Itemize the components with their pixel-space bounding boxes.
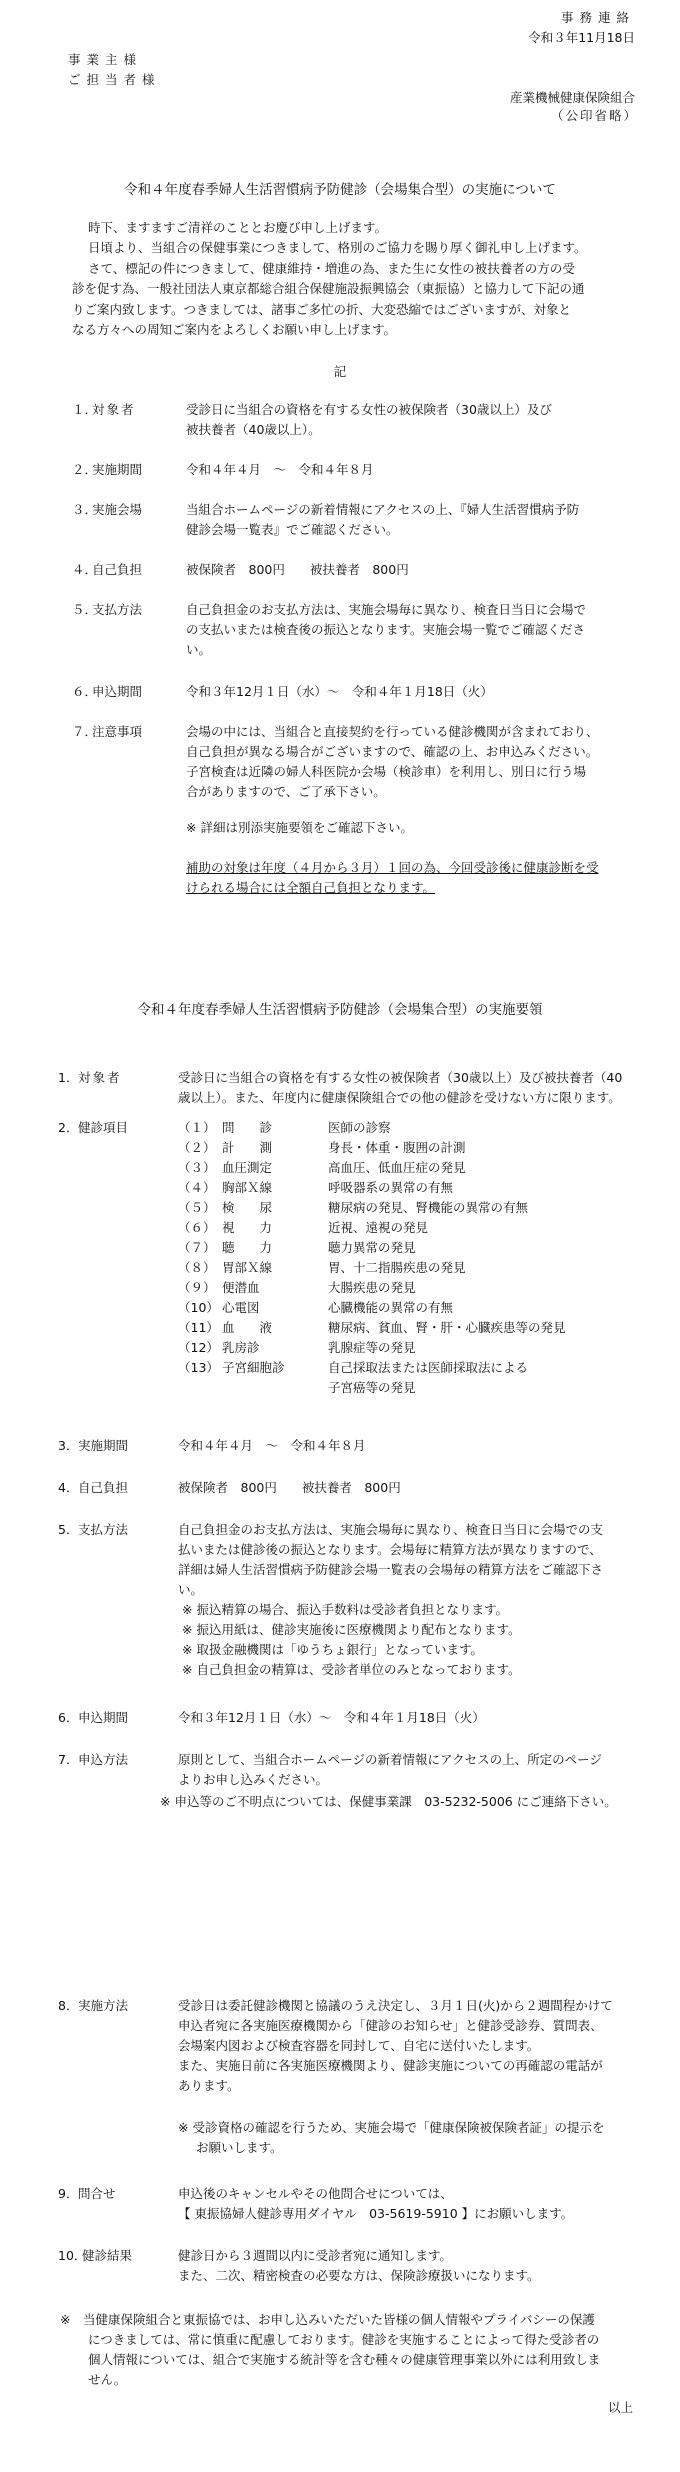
sender-name: 産業機械健康保険組合 <box>509 90 635 105</box>
cert-note: ※ 受診資格の確認を行うため、実施会場で「健康保険被保険者証」の提示を お願いします。 <box>178 2120 605 2155</box>
intro-line: さて、標記の件につきまして、健康維持・増進の為、また生に女性の被扶養者の方の受 <box>88 260 575 276</box>
exam-13-extra: 子宮癌等の発見 <box>328 1380 416 1395</box>
ki-heading: 記 <box>333 364 347 379</box>
intro-line: りご案内致します。つきましては、諸事ご多忙の折、大変恐縮ではございますが、対象と <box>72 301 572 317</box>
greeting-paragraph: 時下、ますますご清祥のこととお慶び申し上げます。 <box>88 220 388 235</box>
exam-row: （８） 胃部Ｘ線 胃、十二指腸疾患の発見 <box>178 1260 466 1275</box>
exam-row: （５） 検 尿 糖尿病の発見、腎機能の異常の有無 <box>178 1200 529 1215</box>
notice-note-details: ※ 詳細は別添実施要領をご確認下さい。 <box>186 820 413 835</box>
exam-row: （12） 乳房診 乳腺症等の発見 <box>178 1340 416 1355</box>
exam-row: （６） 視 力 近視、遠視の発見 <box>178 1220 429 1235</box>
recipient-contact: ご担当者様 <box>68 72 161 87</box>
privacy-note: ※ 当健康保険組合と東振協では、お申し込みいただいた皆様の個人情報やプライバシーの保護 につきましては、常に慎重に配慮しております。健診を実施することによって得た受診者の 個人情報については、組合で実施する統計等を含む種々の健康管理事業以外には利用致しま せん。 <box>60 2312 601 2387</box>
notice-note-subsidy: 補助の対象は年度（４月から３月）１回の為、今回受診後に健康診断を受 けられる場合には全額自己負担となります。 <box>186 860 599 895</box>
exam-row: （２） 計 測 身長・体重・腹囲の計測 <box>178 1140 466 1155</box>
recipient-employer: 事業主様 <box>68 52 143 67</box>
guide-title: 令和４年度春季婦人生活習慣病予防健診（会場集合型）の実施要領 <box>137 1002 543 1018</box>
exam-row: （４） 胸部Ｘ線 呼吸器系の異常の有無 <box>178 1180 454 1195</box>
exam-row: （13） 子宮細胞診 自己採取法または医師採取法による <box>178 1360 529 1375</box>
intro-paragraph <box>72 238 652 341</box>
intro-line: 日頃より、当組合の保健事業につきまして、格別のご協力を賜り厚く御礼申し上げます。 <box>88 240 587 255</box>
intro-line: 診を促す為、一般社団法人東京都総合組合保健施設振興協会（東振協）と協力して下記の通 <box>72 281 585 296</box>
inquiry-note: ※ 申込等のご不明点については、保健事業課 03-5232-5006 にご連絡下さい。 <box>160 1794 617 1809</box>
exam-row: （10） 心電図 心臓機能の異常の有無 <box>178 1300 454 1315</box>
doc-type: 事務連絡 <box>560 10 635 25</box>
notice-title: 令和４年度春季婦人生活習慣病予防健診（会場集合型）の実施について <box>124 182 556 198</box>
intro-line: なる方々への周知ご案内をよろしくお願い申し上げます。 <box>72 322 397 337</box>
seal-omitted: （公印省略） <box>550 108 638 123</box>
closing-word: 以上 <box>608 2400 634 2415</box>
exam-row: （11） 血 液 糖尿病、貧血、腎・肝・心臓疾患等の発見 <box>178 1320 566 1335</box>
exam-row: （１） 問 診 医師の診察 <box>178 1120 391 1135</box>
exam-row: （７） 聴 力 聴力異常の発見 <box>178 1240 416 1255</box>
doc-date: 令和３年11月18日 <box>528 30 635 45</box>
exam-row: （３） 血圧測定 高血圧、低血圧症の発見 <box>178 1160 466 1175</box>
exam-row: （９） 便潜血 大腸疾患の発見 <box>178 1280 416 1295</box>
document-page: 事務連絡 令和３年11月18日 事業主様 ご担当者様 産業機械健康保険組合 （公印省略） 令和４年度春季婦人生活習慣病予防健診（会場集合型）の実施について 時下、ますますご清祥のこととお慶び申し上げます。 日頃より、当組合の保健事業につきまして、格別のご協力を賜り厚く御礼申し上げます。 さて、標記の件につきまして、健康維持・増進の為、また生に女性の被扶養者の方の受 診を促す為、一般社団法人東京都総合組合保健施設振興協会（東振協）と協力して下記の通 りご案内致します。つきましては、諸事ご多忙の折、大変恐縮ではございますが、対象と なる方々への周知ご案内をよろしくお願い申し上げます。 記 １． 対象者 受診日に当組合の資格を有する女性の被保険者（30歳以上）及び 被扶養者（40歳以上）。 ２． 実施期間 令和４年４月 ～ 令和４年８月 ３． 実施会場 当組合ホームページの新着情報にアクセスの上、『婦人生活習慣病予防 健診会場一覧表』でご確認ください。 ４． 自己負担 被保険者 800円 被扶養者 800円 ５． 支払方法 自己負担金のお支払方法は、実施会場毎に異なり、検査日当日に会場で の支払いまたは検査後の振込となります。実施会場一覧でご確認くださ い。 ６． 申込期間 令和３年12月１日（水）～ 令和４年１月18日（火） ７． 注意事項 会場の中には、当組合と直接契約を行っている健診機関が含まれており、 自己負担が異なる場合がございますので、確認の上、お申込みください。 子宮検査は近隣の婦人科医院か会場（検診車）を利用し、別日に行う場 合がありますので、ご了承下さい。 ※ 詳細は別添実施要領をご確認下さい。 補助の対象は年度（４月から３月）１回の為、今回受診後に健康診断を受 けられる場合には全額自己負担となります。 令和４年度春季婦人生活習慣病予防健診（会場集合型）の実施要領 1． 対象者 受診日に当組合の資格を有する女性の被保険者（30歳以上）及び被扶養者（40 歳以上）。また、年度内に健康保険組合での他の健診を受けない方に限ります。 2． 健診項目 （１） 問 診 医師の診察 （２） 計 測 身長・体重・腹囲の計測 （３） 血圧測定 高血圧、低血圧症の発見 （４） 胸部Ｘ線 呼吸器系の異常の有無 （５） 検 尿 糖尿病の発見、腎機能の異常の有無 （６） 視 力 近視、遠視の発見 （７） 聴 力 聴力異常の発見 （８） 胃部Ｘ線 胃、十二指腸疾患の発見 （９） 便潜血 大腸疾患の発見 （10） 心電図 心臓機能の異常の有無 （11） 血 液 糖尿病、貧血、腎・肝・心臓疾患等の発見 （12） 乳房診 乳腺症等の発見 （13） 子宮細胞診 自己採取法または医師採取法による 子宮癌等の発見 3． 実施期間 令和４年４月 ～ 令和４年８月 4． 自己負担 被保険者 800円 被扶養者 800円 5． 支払方法 自己負担金のお支払方法は、実施会場毎に異なり、検査日当日に会場での支 払いまたは健診後の振込となります。会場毎に精算方法が異なりますので、 詳細は婦人生活習慣病予防健診会場一覧表の会場毎の精算方法をご確認下さ い。 ※ 振込精算の場合、振込手数料は受診者負担となります。 ※ 振込用紙は、健診実施後に医療機関より配布となります。 ※ 取扱金融機関は「ゆうちょ銀行」となっています。 ※ 自己負担金の精算は、受診者単位のみとなっております。 6． 申込期間 令和３年12月１日（水）～ 令和４年１月18日（火） 7． 申込方法 原則として、当組合ホームページの新着情報にアクセスの上、所定のページ よりお申し込みください。 ※ 申込等のご不明点については、保健事業課 03-5232-5006 にご連絡下さい。 8． 実施方法 受診日は委託健診機関と協議のうえ決定し、３月１日(火)から２週間程かけて 申込者宛に各実施医療機関から「健診のお知らせ」と健診受診券、質問表、 会場案内図および検査容器を同封して、自宅に送付いたします。 また、実施日前に各実施医療機関より、健診実施についての再確認の電話が あります。 ※ 受診資格の確認を行うため、実施会場で「健康保険被保険者証」の提示を お願いします。 9． 問合せ 申込後のキャンセルやその他問合せについては、 【 東振協婦人健診専用ダイヤル 03-5619-5910 】にお願いします。 10． 健診結果 健診日から３週間以内に受診者宛に通知します。 また、二次、精密検査の必要な方は、保険診療扱いになります。 ※ 当健康保険組合と東振協では、お申し込みいただいた皆様の個人情報やプライバシーの保護 につきましては、常に慎重に配慮しております。健診を実施することによって得た受診者の 個人情報については、組合で実施する統計等を含む種々の健康管理事業以外には利用致しま せん。 以上 <box>0 0 680 2472</box>
